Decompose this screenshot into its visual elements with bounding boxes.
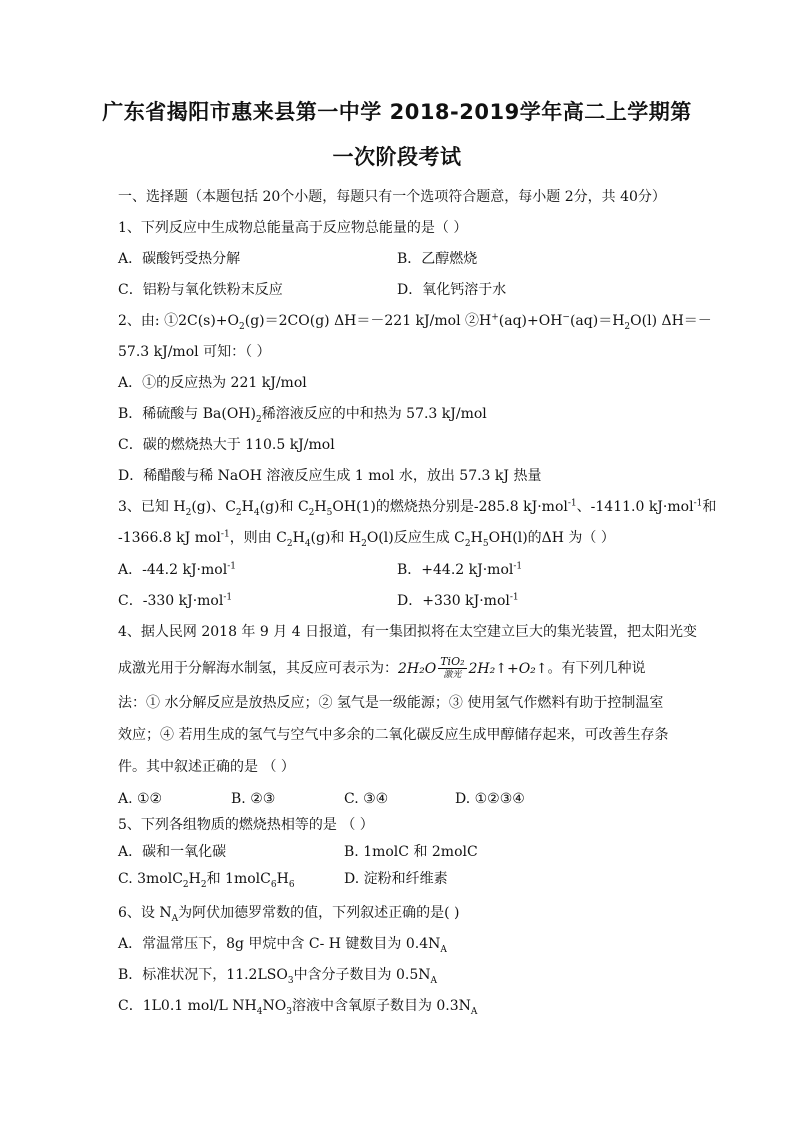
q5-options-ab: [118, 842, 478, 862]
q4-stem-line-3: 法：① 水分解反应是放热反应；② 氢气是一级能源；③ 使用氢气作燃料有助于控制温室: [118, 695, 664, 711]
q2-option-a: A．①的反应热为 221 kJ/mol: [118, 375, 307, 391]
q3-stem-line-2: -1366.8 kJ mol$^{-1}$，则由 $C_2H_4(g)$和 $H_2O(l)$反应生成 $C_2H_5OH(l)$的ΔH 为（ ）: [118, 529, 615, 549]
q4-stem-line-2: 成激光用于分解海水制氢，其反应可表示为：2H₂O $\frac{\text{TiO₂}}{\text{激光}}$ 2H₂↑+O₂↑。有下列几种说: [118, 655, 646, 680]
q4-option-a: A. ①②: [118, 791, 163, 807]
q5-option-d: D. 淀粉和纤维素: [344, 871, 448, 887]
q4-equation: 2H₂O $\frac{\text{TiO₂}}{\text{激光}}$ 2H₂↑+O₂↑: [398, 655, 548, 680]
q4-option-d: D. ①②③④: [455, 791, 525, 807]
q4-option-b: B. ②③: [231, 791, 276, 807]
q4-stem-line-5: 件。其中叙述正确的是 （ ）: [118, 759, 295, 775]
q3-option-b: B．+44.2 kJ·mol$^{-1}$: [397, 561, 523, 578]
q4-stem-line-4: 效应；④ 若用生成的氢气与空气中多余的二氧化碳反应生成甲醇储存起来，可改善生存条: [118, 727, 669, 743]
q3-option-c: C．-330 kJ·mol$^{-1}$: [118, 592, 233, 609]
q2-stem-line-1: 2、由: $①2C(s)+O_2(g)=2CO(g)$ ΔH＝－221 kJ/mol $②H^+(aq)+OH^-(aq)=H_2O(l)$ ΔH＝－: [118, 312, 712, 332]
q3-option-d: D．+330 kJ·mol$^{-1}$: [397, 592, 519, 609]
q1-options-cd: [118, 280, 507, 300]
q1-option-d: D．氧化钙溶于水: [397, 282, 507, 298]
q6-option-b: B．标准状况下，$11.2LSO_3$中含分子数目为 $0.5N_A$: [118, 967, 438, 986]
page-title-line-1: 广东省揭阳市惠来县第一中学 2018-2019学年高二上学期第: [102, 100, 692, 124]
q3-stem-line-1: 3、已知 $H_2(g)$、$C_2H_4(g)$和 $C_2H_5OH(1)$的燃烧热分别是-285.8 kJ·mol$^{-1}$、-1411.0 kJ·mol$^{-1}$和: [118, 498, 717, 518]
q5-option-a: A．碳和一氧化碳: [118, 844, 227, 860]
q6-option-a: A．常温常压下，8g 甲烷中含 C- H 键数目为 $0.4N_A$: [118, 936, 447, 955]
q4-options: [118, 789, 525, 809]
section-header: 一、选择题（本题包括 20个小题，每题只有一个选项符合题意，每小题 2分，共 40分）: [118, 189, 666, 205]
q2-option-b: B．稀硫酸与 $Ba(OH)_2$稀溶液反应的中和热为 57.3 kJ/mol: [118, 406, 487, 425]
q2-stem-line-2: 57.3 kJ/mol 可知：（ ）: [118, 344, 271, 360]
q1-option-c: C．铝粉与氧化铁粉末反应: [118, 282, 283, 298]
q5-options-cd: [118, 869, 448, 890]
q3-options-ab: [118, 560, 523, 580]
q1-option-b: B．乙醇燃烧: [397, 251, 478, 267]
q1-stem: 1、下列反应中生成物总能量高于反应物总能量的是（ ）: [118, 220, 468, 236]
q2-option-d: D．稀醋酸与稀 NaOH 溶液反应生成 1 mol 水，放出 57.3 kJ 热量: [118, 468, 542, 484]
q6-option-c: C．1L0.1 mol/L $NH_4NO_3$溶液中含氧原子数目为 $0.3N_A$: [118, 998, 478, 1017]
q3-option-a: A．-44.2 kJ·mol$^{-1}$: [118, 561, 236, 578]
q2-option-c: C．碳的燃烧热大于 110.5 kJ/mol: [118, 437, 335, 453]
q5-option-b: B. 1molC 和 2molC: [344, 844, 478, 860]
q5-stem: 5、下列各组物质的燃烧热相等的是 （ ）: [118, 817, 374, 833]
q4-stem-line-1: 4、据人民网 2018 年 9 月 4 日报道，有一集团拟将在太空建立巨大的集光装置，把太阳光变: [118, 624, 698, 640]
q6-stem: 6、设 $N_A$为阿伏加德罗常数的值，下列叙述正确的是( ): [118, 905, 460, 924]
q4-option-c: C. ③④: [344, 791, 389, 807]
q3-options-cd: [118, 591, 519, 611]
q1-options-ab: [118, 249, 478, 269]
page-title-line-2: 一次阶段考试: [332, 145, 462, 169]
q1-option-a: A．碳酸钙受热分解: [118, 251, 241, 267]
q5-option-c: C. $3molC_2H_2$和 $1molC_6H_6$: [118, 871, 295, 890]
